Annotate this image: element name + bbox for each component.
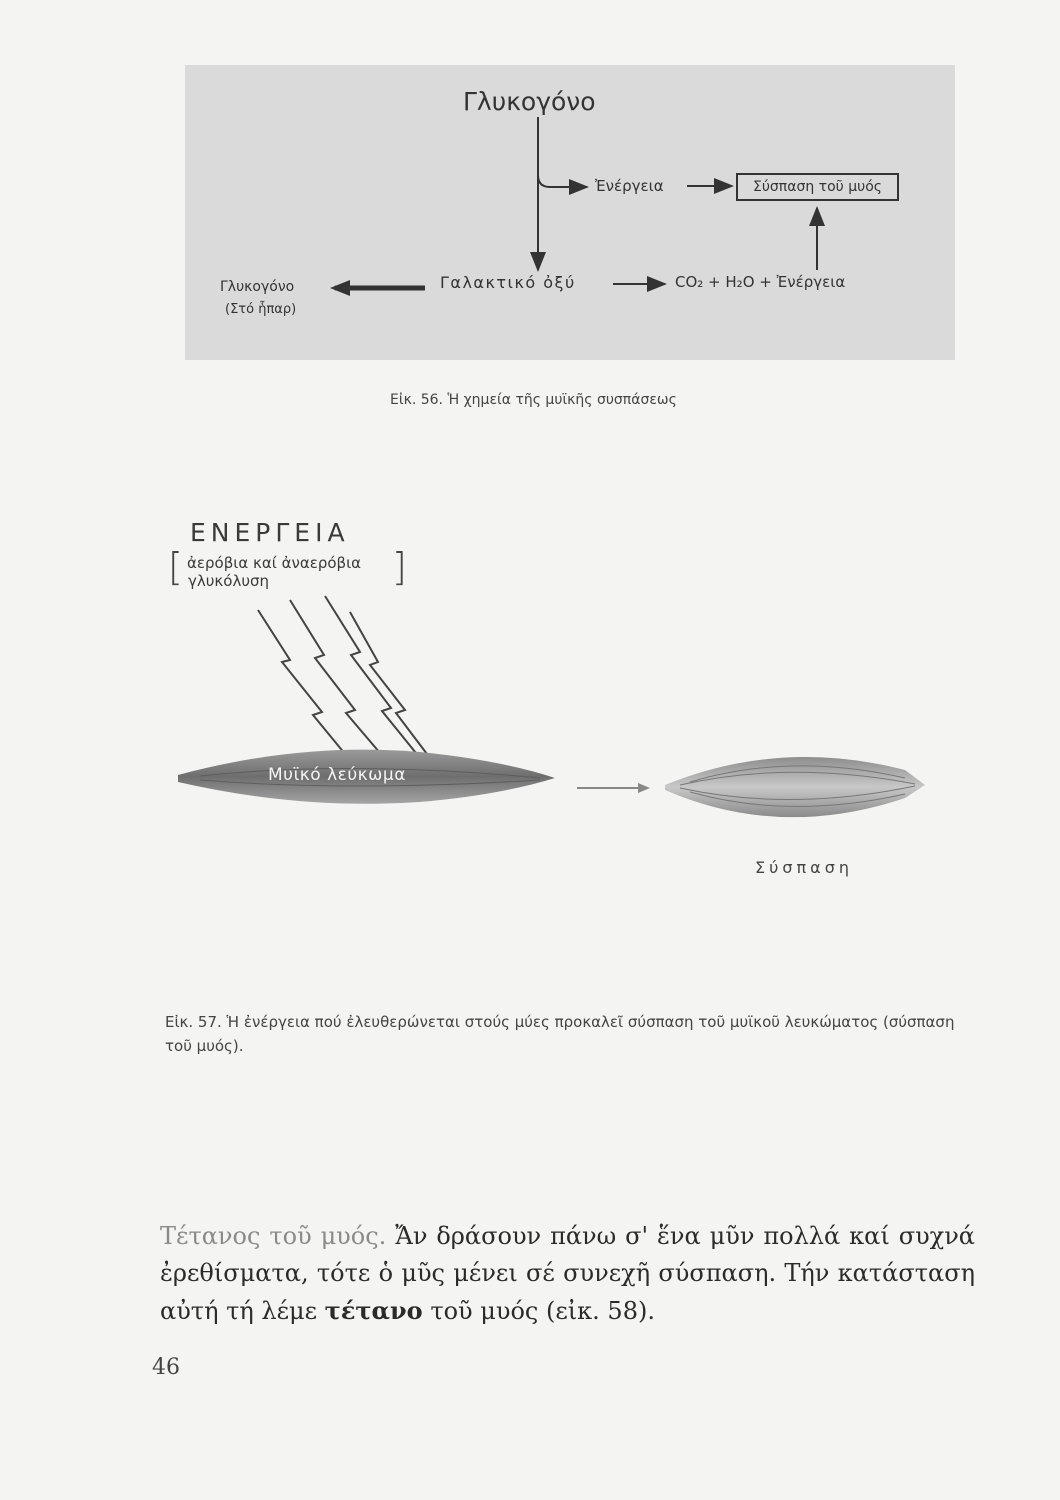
energy-label: Ἐνέργεια xyxy=(595,177,664,195)
lightning-bolt-icon xyxy=(325,596,420,758)
transition-arrow-head xyxy=(638,783,650,793)
liver-note: (Στό ἧπαρ) xyxy=(225,302,297,317)
paragraph-heading: Τέτανος τοῦ μυός. xyxy=(160,1222,387,1250)
figure-56-caption: Εἰκ. 56. Ἡ χημεία τῆς μυϊκῆς συσπάσεως xyxy=(390,392,677,408)
energy-heading: ΕΝΕΡΓΕΙΑ xyxy=(190,518,350,547)
glycolysis-type-line: ἀερόβια καί ἀναερόβια xyxy=(187,554,362,572)
equation-label: CO₂ + H₂O + Ἐνέργεια xyxy=(675,273,846,291)
left-bracket: [ xyxy=(168,545,183,589)
liver-glycogen-label: Γλυκογόνο xyxy=(220,279,295,295)
glycogen-title: Γλυκογόνο xyxy=(463,87,596,116)
key-term: τέτανο xyxy=(324,1296,423,1325)
page-number: 46 xyxy=(152,1355,180,1380)
paragraph-text-end: τοῦ μυός (εἰκ. 58). xyxy=(422,1297,655,1325)
glycolysis-line: γλυκόλυση xyxy=(188,572,270,590)
contraction-label: Σύσπαση xyxy=(755,858,853,877)
muscle-protein-label: Μυϊκό λεύκωμα xyxy=(268,765,406,785)
paragraph-text: Ἄν δράσουν πάνω σ' ἕνα μῦν πολλά καί συχνά ἐρεθίσματα, τότε ὁ μῦς μένει σέ συνεχῆ σύσπαση. Τήν κατάσταση αὐτή τή λέμε xyxy=(160,1222,976,1325)
lactic-acid-label: Γαλακτικό ὀξύ xyxy=(440,273,576,292)
body-paragraph xyxy=(160,1218,975,1330)
muscle-contraction-box: Σύσπαση τοῦ μυός xyxy=(736,173,899,201)
figure-57-caption: Εἰκ. 57. Ἡ ἐνέργεια πού ἐλευθερώνεται στούς μύες προκαλεῖ σύσπαση τοῦ μυϊκοῦ λευκώματος (σύσπαση τοῦ μυός). xyxy=(165,1013,955,1055)
lightning-bolt-icon xyxy=(350,612,430,758)
right-bracket: ] xyxy=(392,545,407,589)
lightning-bolt-icon xyxy=(290,600,386,760)
